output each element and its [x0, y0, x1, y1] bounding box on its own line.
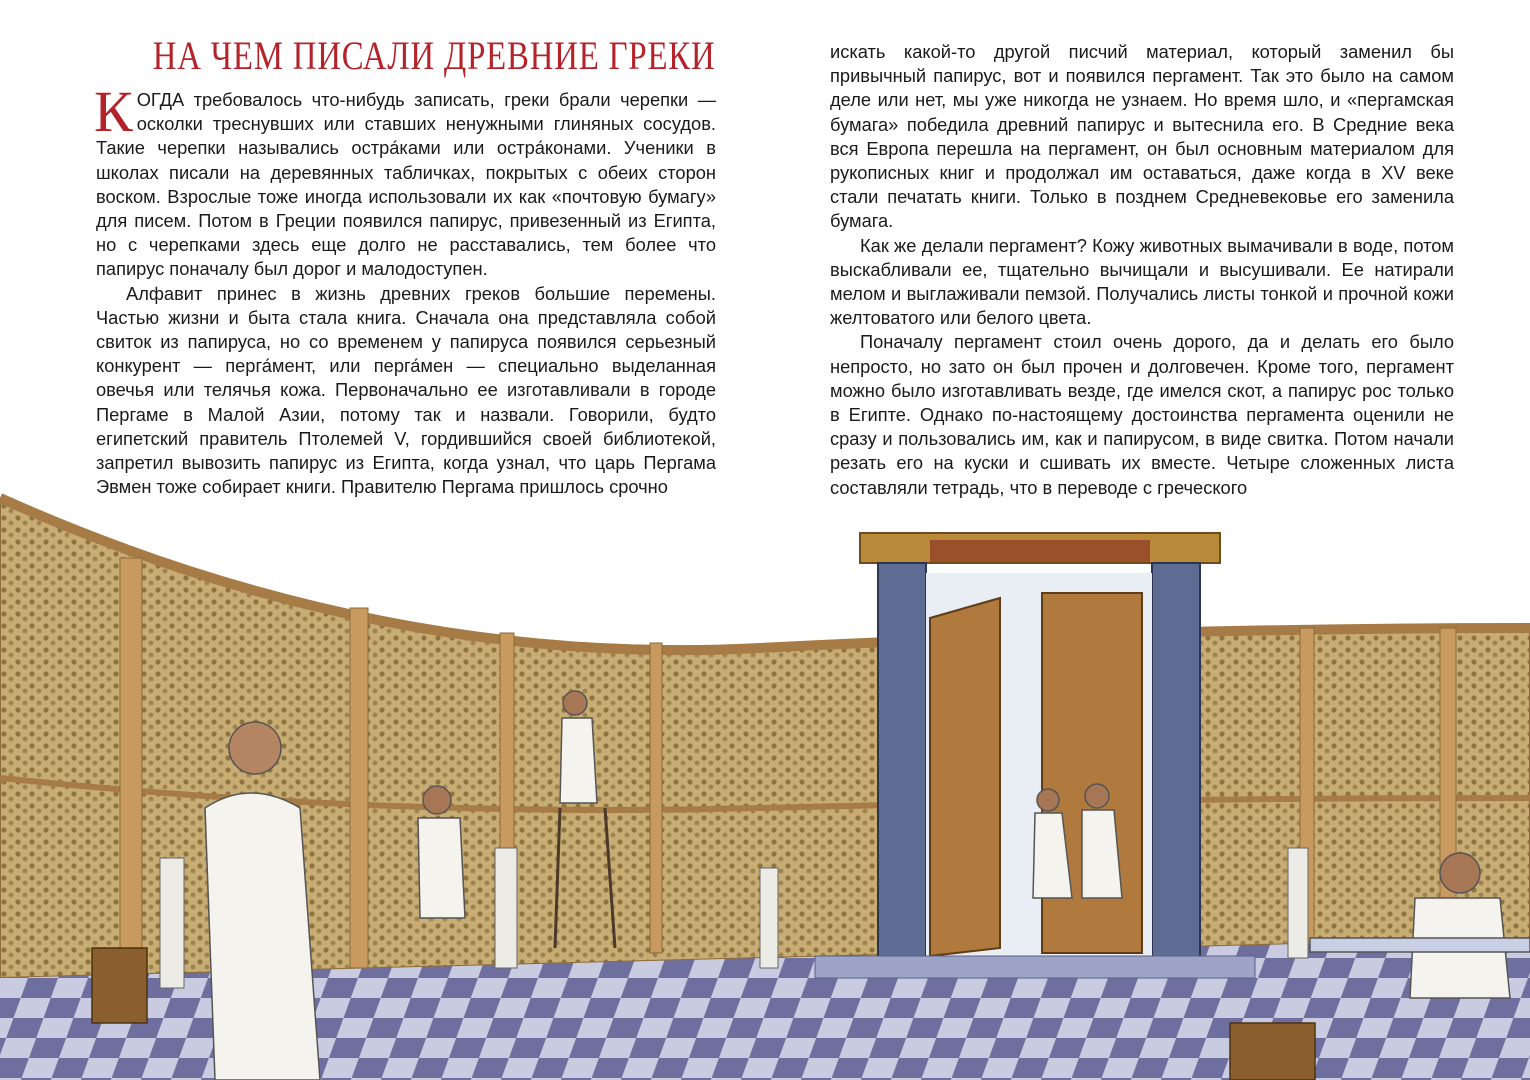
right-paragraph-3: Поначалу пергамент стоил очень дорого, да и делать его было непросто, но зато он был прочен и долговечен. Кроме того, пергамент можно было изготавливать везде, где имелся скот, а папирус рос только в Египте. Однако по-настоящему достоинства пергамента оценили не сразу и пользовались им, как и папирусом, в виде свитка. Потом начали резать его на куски и сшивать их вместе. Четыре сложенных листа составляли тетрадь, что в переводе с греческого	[830, 331, 1454, 498]
drop-cap: К	[94, 79, 133, 144]
library-illustration	[0, 478, 1530, 1080]
right-door	[1042, 593, 1142, 953]
right-text-column	[830, 40, 1454, 500]
right-paragraph-2: Как же делали пергамент? Кожу животных вымачивали в воде, потом выскабливали ее, тщательно вычищали и высушивали. Ее натирали мелом и выглаживали пемзой. Получались листы тонкой и прочной кожи желтоватого или белого цвета.	[830, 234, 1454, 329]
page-title: НА ЧЕМ ПИСАЛИ ДРЕВНИЕ ГРЕКИ	[152, 33, 716, 78]
open-door	[930, 598, 1000, 956]
left-paragraph-1	[94, 79, 716, 282]
left-paragraph-1-text: ОГДА требовалось что-нибудь записать, греки брали черепки — осколки треснувших или ставших ненужными глиняных сосудов. Такие черепки назывались остра́ками или остра́конами. Ученики в школах писали на деревянных табличках, покрытых с обеих сторон воском. Взрослые тоже иногда использовали их как «почтовую бумагу» для писем. Потом в Греции появился папирус, привезенный из Египта, но с черепками здесь еще долго не расставались, тем более что папирус поначалу был дорог и малодоступен.	[96, 89, 716, 280]
marble-doorway	[815, 533, 1255, 978]
left-paragraph-2: Алфавит принес в жизнь древних греков большие перемены. Частью жизни и быта стала книга. Сначала она представляла собой свиток из папируса, но со временем у папируса появился серьезный конкурент — перга́мент, или перга́мен — специально выделанная овечья или телячья кожа. Первоначально ее изготавливали в городе Пергаме в Малой Азии, потому так и назвали. Говорили, будто египетский правитель Птолемей V, гордившийся своей библиотекой, запретил вывозить папирус из Египта, когда узнал, что царь Пергама Эвмен тоже собирает книги. Правителю Пергама пришлось срочно	[96, 282, 716, 498]
right-paragraph-1: искать какой-то другой писчий материал, который заменил бы привычный папирус, вот и появился пергамент. Так это было на самом деле или нет, мы уже никогда не узнаем. Но время шло, и «пергамская бумага» победила древний папирус и вытеснила его. В Средние века вся Европа перешла на пергамент, он был основным материалом для рукописных книг и продолжал им оставаться, даже когда в XV веке стали печатать книги. Только в позднем Средневековье его заменила бумага.	[830, 41, 1454, 232]
left-text-column	[94, 79, 716, 499]
